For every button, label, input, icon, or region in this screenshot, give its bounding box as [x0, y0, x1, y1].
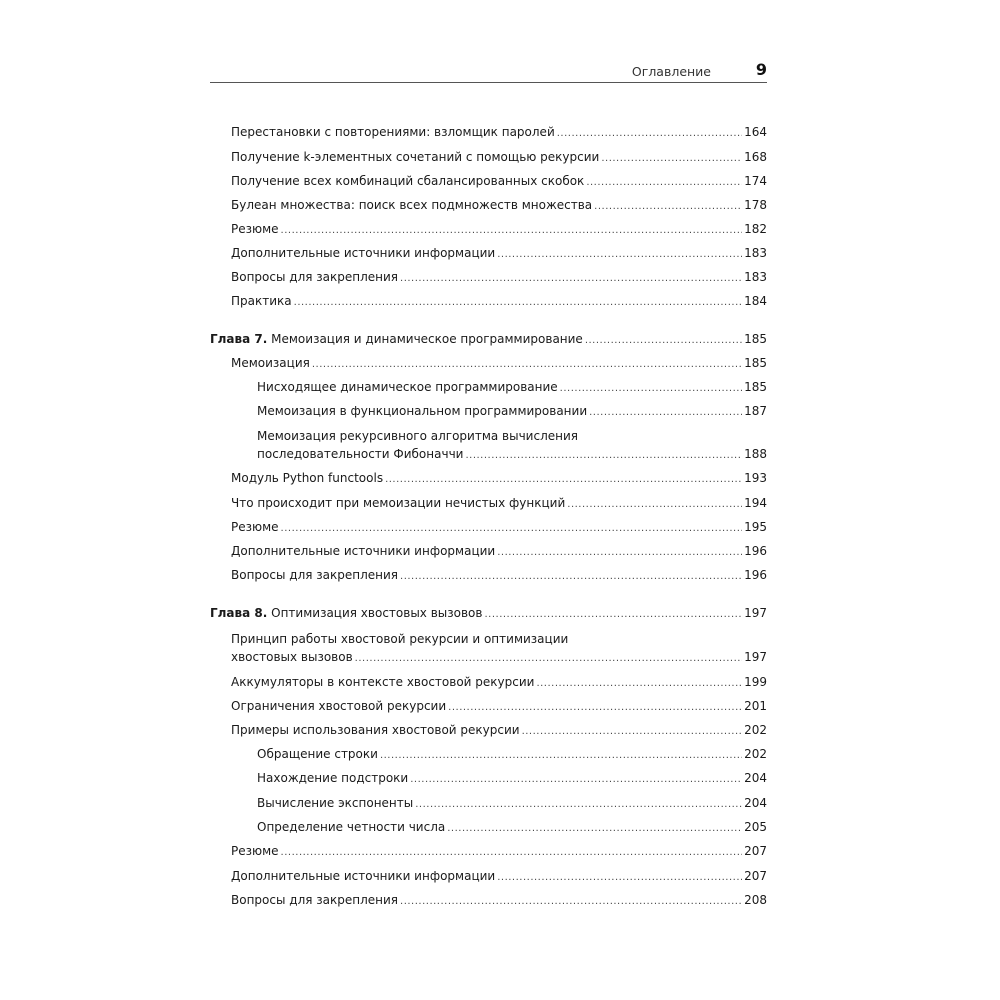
toc-entry-label: Резюме: [231, 222, 279, 236]
toc-entry[interactable]: [231, 125, 767, 141]
dot-leader: [594, 200, 742, 214]
dot-leader: [557, 127, 742, 141]
toc-subentry[interactable]: [257, 380, 767, 396]
page-header: [210, 60, 767, 83]
toc-entry-label: Вопросы для закрепления: [231, 270, 399, 284]
toc-entry-page: 208: [744, 893, 767, 907]
toc-entry[interactable]: [231, 675, 767, 691]
toc-entry-page: 183: [744, 270, 767, 284]
toc-entry-label: Булеан множества: поиск всех подмножеств множества: [231, 198, 593, 212]
toc-entry-label: Оптимизация хвостовых вызовов: [271, 606, 483, 620]
toc-entry-page: 199: [744, 675, 767, 689]
toc-entry-label: Что происходит при мемоизации нечистых функций: [231, 496, 566, 510]
dot-leader: [601, 152, 742, 166]
toc-entry-label: Аккумуляторы в контексте хвостовой рекурсии: [231, 675, 535, 689]
dot-leader: [400, 895, 742, 909]
toc-entry-page: 185: [744, 380, 767, 394]
toc-entry[interactable]: [231, 496, 767, 512]
toc-entry-label: Ограничения хвостовой рекурсии: [231, 699, 447, 713]
dot-leader: [447, 822, 742, 836]
toc-entry-page: 204: [744, 796, 767, 810]
toc-entry[interactable]: [231, 356, 767, 372]
toc-entry[interactable]: [231, 650, 767, 666]
dot-leader: [415, 798, 742, 812]
toc-entry[interactable]: [231, 222, 767, 238]
toc-entry-label: хвостовых вызовов: [231, 650, 353, 664]
toc-entry-page: 183: [744, 246, 767, 260]
toc-entry-page: 196: [744, 568, 767, 582]
toc-entry[interactable]: [231, 568, 767, 584]
toc-subentry[interactable]: [257, 771, 767, 787]
toc-entry-label: Вычисление экспоненты: [257, 796, 414, 810]
toc-entry-page: 201: [744, 699, 767, 713]
toc-entry-label: Обращение строки: [257, 747, 378, 761]
toc-entry-page: 187: [744, 404, 767, 418]
dot-leader: [355, 652, 742, 666]
toc-entry[interactable]: [231, 893, 767, 909]
toc-subentry[interactable]: [257, 404, 767, 420]
toc-entry[interactable]: [231, 294, 767, 310]
dot-leader: [385, 473, 742, 487]
toc-entry[interactable]: [231, 471, 767, 487]
toc-entry-page: 207: [744, 844, 767, 858]
toc-subentry[interactable]: [257, 796, 767, 812]
dot-leader: [497, 546, 742, 560]
toc-entry-label: Резюме: [231, 844, 279, 858]
page-number: 9: [755, 60, 767, 79]
dot-leader: [312, 358, 742, 372]
toc-entry-page: 182: [744, 222, 767, 236]
toc-entry-label: Нахождение подстроки: [257, 771, 409, 785]
toc-entry-label-line1: Мемоизация рекурсивного алгоритма вычисления: [257, 429, 578, 443]
toc-entry-label: Вопросы для закрепления: [231, 893, 399, 907]
dot-leader: [497, 248, 742, 262]
dot-leader: [585, 334, 742, 348]
dot-leader: [497, 871, 742, 885]
toc-entry-page: 205: [744, 820, 767, 834]
toc-entry[interactable]: [231, 699, 767, 715]
toc-subentry[interactable]: [257, 747, 767, 763]
toc-entry[interactable]: [231, 544, 767, 560]
dot-leader: [536, 677, 742, 691]
toc-entry[interactable]: [231, 723, 767, 739]
toc-entry[interactable]: [231, 198, 767, 214]
dot-leader: [560, 382, 742, 396]
toc-entry-page: 185: [744, 356, 767, 370]
toc-entry-page: 178: [744, 198, 767, 212]
toc-entry-label: последовательности Фибоначчи: [257, 447, 464, 461]
dot-leader: [400, 272, 742, 286]
toc-entry-page: 197: [744, 650, 767, 664]
toc-entry-label: Практика: [231, 294, 292, 308]
toc-entry-page: 174: [744, 174, 767, 188]
dot-leader: [448, 701, 742, 715]
toc-entry-label: Модуль Python functools: [231, 471, 384, 485]
toc-entry-page: 185: [744, 332, 767, 346]
toc-entry-page: 197: [744, 606, 767, 620]
toc-entry-label: Мемоизация и динамическое программирование: [271, 332, 583, 346]
dot-leader: [380, 749, 742, 763]
dot-leader: [281, 522, 743, 536]
toc-entry-page: 196: [744, 544, 767, 558]
toc-entry-label: Перестановки с повторениями: взломщик паролей: [231, 125, 555, 139]
toc-entry-page: 194: [744, 496, 767, 510]
toc-entry-page: 195: [744, 520, 767, 534]
toc-entry[interactable]: [231, 246, 767, 262]
toc-entry-page: 204: [744, 771, 767, 785]
toc-entry-page: 207: [744, 869, 767, 883]
toc-entry[interactable]: [231, 520, 767, 536]
toc-entry-page: 164: [744, 125, 767, 139]
toc-entry[interactable]: [231, 844, 767, 860]
dot-leader: [281, 846, 743, 860]
toc-entry[interactable]: [231, 150, 767, 166]
toc-entry-page: 202: [744, 723, 767, 737]
toc-entry-label: Примеры использования хвостовой рекурсии: [231, 723, 520, 737]
toc-entry-label: Дополнительные источники информации: [231, 869, 496, 883]
toc-entry-label: Дополнительные источники информации: [231, 544, 496, 558]
dot-leader: [294, 296, 742, 310]
dot-leader: [465, 449, 742, 463]
toc-entry[interactable]: [231, 869, 767, 885]
toc-chapter[interactable]: [210, 606, 767, 622]
toc-entry-label: Нисходящее динамическое программирование: [257, 380, 558, 394]
toc-entry-label-line1: Принцип работы хвостовой рекурсии и оптимизации: [231, 632, 569, 646]
toc-entry[interactable]: [231, 174, 767, 190]
toc-entry-label: Мемоизация: [231, 356, 310, 370]
toc-subentry[interactable]: [257, 447, 767, 463]
toc-chapter[interactable]: [210, 332, 767, 348]
dot-leader: [400, 570, 742, 584]
dot-leader: [484, 608, 742, 622]
toc-entry-label: Определение четности числа: [257, 820, 446, 834]
toc-subentry[interactable]: [257, 820, 767, 836]
toc-entry-page: 193: [744, 471, 767, 485]
running-head: Оглавление: [631, 64, 711, 79]
dot-leader: [281, 224, 743, 238]
dot-leader: [567, 498, 742, 512]
toc-entry-label: Резюме: [231, 520, 279, 534]
chapter-number: Глава 8.: [210, 606, 268, 620]
toc-entry-label: Получение k-элементных сочетаний с помощью рекурсии: [231, 150, 600, 164]
toc-entry-label: Мемоизация в функциональном программировании: [257, 404, 588, 418]
dot-leader: [589, 406, 742, 420]
toc-entry[interactable]: [231, 270, 767, 286]
dot-leader: [410, 773, 742, 787]
toc-entry-label: Вопросы для закрепления: [231, 568, 399, 582]
dot-leader: [522, 725, 743, 739]
dot-leader: [586, 176, 742, 190]
toc-entry-label: Получение всех комбинаций сбалансированных скобок: [231, 174, 585, 188]
chapter-number: Глава 7.: [210, 332, 268, 346]
toc-entry-label: Дополнительные источники информации: [231, 246, 496, 260]
toc-entry-page: 202: [744, 747, 767, 761]
toc-entry-page: 188: [744, 447, 767, 461]
toc-entry-page: 184: [744, 294, 767, 308]
toc-entry-page: 168: [744, 150, 767, 164]
